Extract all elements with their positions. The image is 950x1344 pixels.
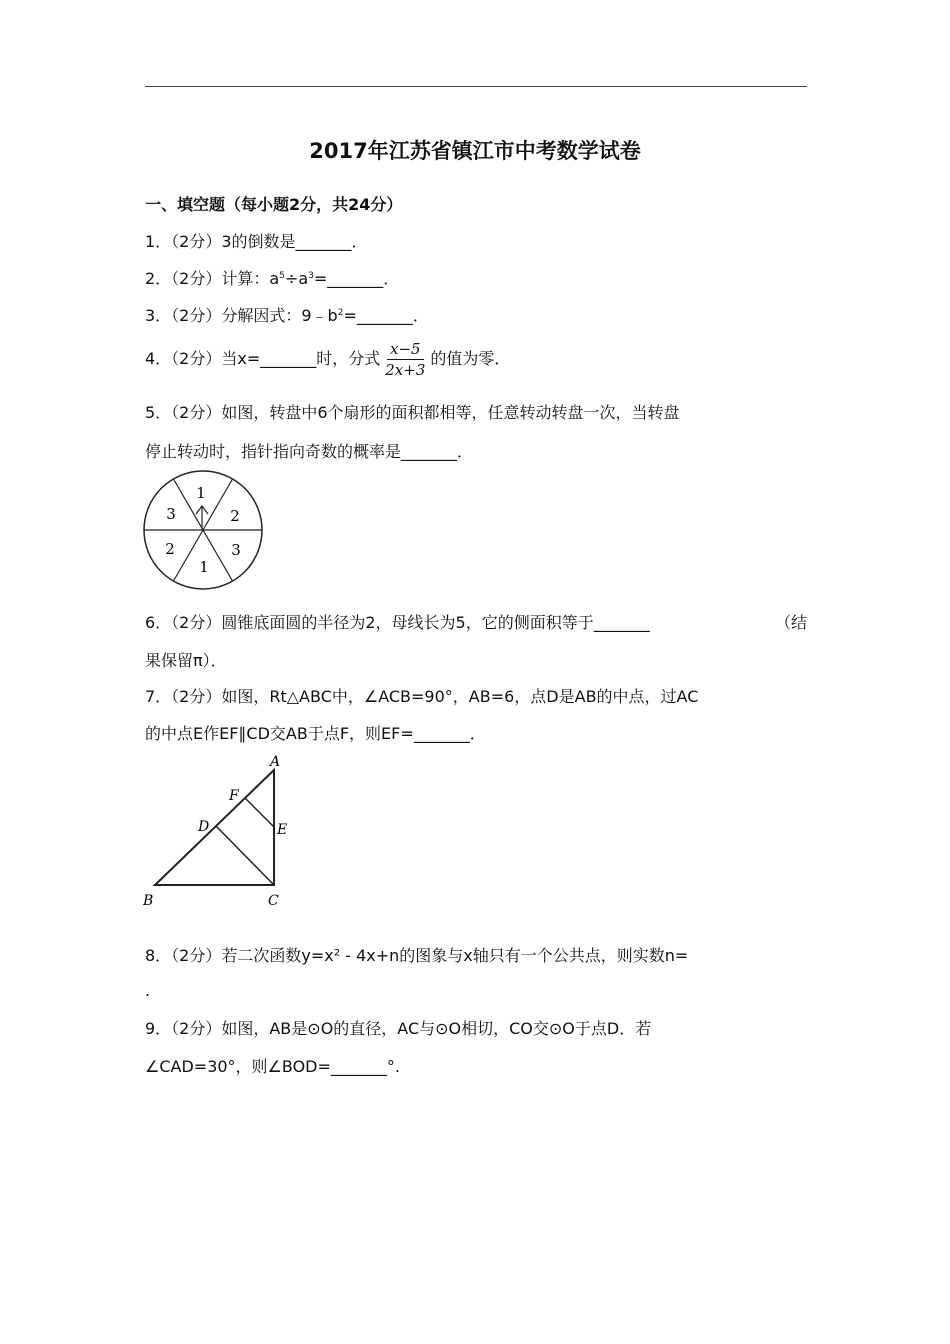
q3-prefix: 3．（2分）分解因式：9﹣b — [145, 306, 338, 325]
q3-suffix: =_______． — [343, 306, 429, 325]
sector-label: 1 — [199, 558, 209, 576]
point-label-e: E — [277, 822, 288, 838]
question-2 — [145, 266, 807, 289]
question-9-line-2: ∠CAD=30°，则∠BOD=_______°. — [145, 1057, 400, 1076]
q2-middle: ÷a — [284, 269, 309, 288]
fraction-numerator: x−5 — [387, 340, 424, 360]
question-4 — [145, 340, 807, 379]
sector-label: 3 — [231, 541, 241, 559]
question-7-line-1: 7．（2分）如图，Rt△ABC中，∠ACB=90°，AB=6，点D是AB的中点，过AC — [145, 687, 699, 706]
segment-cd — [216, 826, 274, 885]
vertex-label-b: B — [143, 893, 154, 909]
question-3 — [145, 303, 807, 326]
fraction-denominator: 2x+3 — [385, 361, 426, 379]
question-6-line-1 — [145, 610, 807, 633]
segment-ef — [245, 798, 274, 827]
section-heading: 一、填空题（每小题2分，共24分） — [145, 195, 403, 214]
sector-label: 3 — [166, 505, 176, 523]
fraction — [382, 340, 428, 379]
q2-exponent-2: 3 — [308, 271, 314, 281]
sector-label: 1 — [196, 484, 206, 502]
point-label-f: F — [229, 788, 239, 804]
q4-prefix: 4．（2分）当x=_______时，分式 — [145, 349, 381, 368]
question-5-line-1: 5．（2分）如图，转盘中6个扇形的面积都相等，任意转动转盘一次，当转盘 — [145, 403, 680, 422]
question-6-line-2: 果保留π）． — [145, 651, 227, 670]
q4-suffix: 的值为零． — [430, 349, 511, 368]
header-rule — [145, 86, 807, 87]
point-label-d: D — [198, 819, 210, 835]
question-8-line-1: 8．（2分）若二次函数y=x² - 4x+n的图象与x轴只有一个公共点，则实数n= — [145, 946, 689, 965]
question-8-line-2: . — [145, 981, 151, 1000]
sector-label: 2 — [230, 507, 240, 525]
q2-exponent-1: 5 — [279, 271, 285, 281]
q2-prefix: 2．（2分）计算：a — [145, 269, 280, 288]
question-5-line-2: 停止转动时，指针指向奇数的概率是_______． — [145, 442, 474, 461]
sector-label: 2 — [165, 540, 175, 558]
vertex-label-c: C — [268, 893, 279, 909]
spinner-figure — [140, 468, 270, 594]
q6-text-end: （结 — [774, 613, 807, 632]
question-1: 1．（2分）3的倒数是_______． — [145, 232, 368, 251]
q2-suffix: =_______． — [313, 269, 400, 288]
q3-exponent: 2 — [337, 308, 344, 318]
q6-text: 6．（2分）圆锥底面圆的半径为2，母线长为5，它的侧面积等于_______ — [145, 613, 650, 632]
question-9-line-1: 9．（2分）如图，AB是⊙O的直径，AC与⊙O相切，CO交⊙O于点D．若 — [145, 1019, 652, 1038]
question-7-line-2: 的中点E作EF∥CD交AB于点F，则EF=_______． — [145, 724, 486, 743]
page-title: 2017年江苏省镇江市中考数学试卷 — [309, 139, 641, 163]
triangle-figure — [140, 750, 300, 910]
vertex-label-a: A — [270, 754, 281, 770]
